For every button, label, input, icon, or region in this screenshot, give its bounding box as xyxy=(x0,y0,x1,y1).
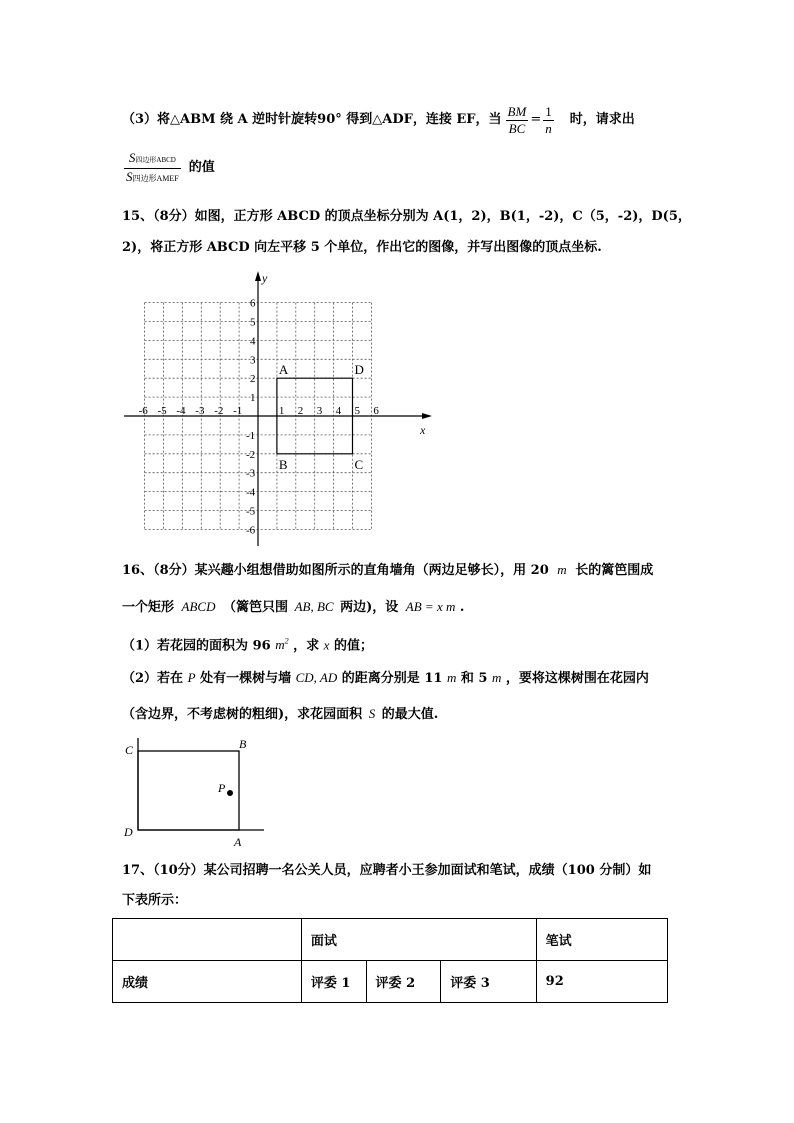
tick-labels xyxy=(139,298,380,537)
var-x: x xyxy=(323,637,330,653)
x-tick-label: -4 xyxy=(176,405,186,417)
x-tick-label: -6 xyxy=(138,405,148,417)
unit-m: m xyxy=(491,670,502,685)
point-p: P xyxy=(187,670,196,685)
area-ratio-fraction xyxy=(124,150,181,187)
x-tick-label: 3 xyxy=(316,405,323,417)
q14-part3-prefix: （3）将△ABM 绕 A 逆时针旋转90° 得到△ADF，连接 EF，当 xyxy=(122,112,502,127)
fraction-denominator: BC xyxy=(508,120,526,136)
q16-line2 xyxy=(122,598,464,617)
area-ratio-line xyxy=(122,148,215,188)
score-table xyxy=(112,918,668,1003)
table-cell-blank xyxy=(113,919,302,961)
q16-part3-text-b: 的最大值. xyxy=(381,707,439,722)
y-axis-label: y xyxy=(262,271,268,285)
fraction-numerator: 1 xyxy=(545,103,552,119)
q16-line1-text-end: 长的篱笆围成 xyxy=(575,563,654,578)
table-row xyxy=(113,919,668,961)
vertex-label-a: A xyxy=(278,362,289,378)
q16-part3 xyxy=(122,705,438,724)
y-tick-label: -5 xyxy=(246,505,256,518)
y-tick-label: -1 xyxy=(246,429,256,442)
bm-bc-fraction xyxy=(506,104,529,137)
y-tick-label: 6 xyxy=(250,297,256,310)
equals-sign: = xyxy=(530,112,542,127)
x-tick-label: -3 xyxy=(195,405,205,417)
table-row xyxy=(113,961,668,1003)
y-tick-label: 3 xyxy=(250,354,256,367)
label-p: P xyxy=(218,781,226,795)
q15-line2: 2)，将正方形 ABCD 向左平移 5 个单位，作出它的图像，并写出图像的顶点坐标. xyxy=(122,240,602,255)
q14-part3-line xyxy=(122,103,635,137)
x-tick-label: 1 xyxy=(278,405,285,417)
sides-ab-bc: AB, BC xyxy=(294,599,334,614)
unit-m: m xyxy=(557,562,567,577)
x-tick-label: 6 xyxy=(373,405,379,417)
q16-part2-text-b: 处有一棵树与墙 xyxy=(200,671,292,686)
y-axis-arrow xyxy=(255,271,261,281)
vertex-label-c: C xyxy=(354,456,364,472)
y-tick-label: -6 xyxy=(246,524,256,537)
q16-part1 xyxy=(122,633,373,655)
q16-line2-period: . xyxy=(459,600,465,615)
q16-part3-text: （含边界，不考虑树的粗细)，求花园面积 xyxy=(122,707,363,722)
fraction-denominator: n xyxy=(545,120,552,136)
garden-corner-figure xyxy=(118,733,278,851)
area-numerator: S四边形ABCD xyxy=(124,150,181,169)
fraction-numerator: BM xyxy=(507,103,527,119)
area-denominator-subscript: 四边形AMEF xyxy=(132,173,179,183)
x-axis-label: x xyxy=(420,423,426,437)
ab-equals-x: AB = x m xyxy=(405,599,456,614)
area-numerator-subscript: 四边形ABCD xyxy=(135,155,176,164)
y-tick-label: -3 xyxy=(246,467,256,480)
q17-line2: 下表所示： xyxy=(122,893,188,908)
x-axis-arrow xyxy=(422,413,432,419)
q16-part2-text-d: 和 5 xyxy=(460,671,488,686)
unit-m-squared: $m^2$ xyxy=(275,637,289,653)
q16-part1-text: （1）若花园的面积为 96 xyxy=(122,638,271,654)
q16-line2-text-c: 两边)，设 xyxy=(340,600,399,615)
table-header-interview: 面试 xyxy=(301,919,536,961)
x-tick-label: -2 xyxy=(214,405,224,417)
tree-point-p xyxy=(227,790,233,796)
table-cell-judge-2: 评委 2 xyxy=(366,961,441,1003)
y-tick-label: 5 xyxy=(250,316,256,329)
q16-line1-text: 16、（8分）某兴趣小组想借助如图所示的直角墙角（两边足够长），用 20 xyxy=(122,563,549,578)
q16-part2-text-c: 的距离分别是 11 xyxy=(341,671,443,686)
q16-part2 xyxy=(122,669,649,688)
x-tick-label: 5 xyxy=(354,405,360,417)
area-denominator: S四边形AMEF xyxy=(126,168,179,184)
q16-line2-text: 一个矩形 xyxy=(122,600,175,615)
table-header-written: 笔试 xyxy=(536,919,667,961)
label-b: B xyxy=(239,737,247,751)
x-tick-label: 4 xyxy=(335,405,342,417)
label-a: A xyxy=(234,835,242,849)
label-c: C xyxy=(125,743,134,757)
y-tick-label: -4 xyxy=(246,486,256,499)
q15-line1: 15、（8分）如图，正方形 ABCD 的顶点坐标分别为 A(1，2)，B(1，-2)，C（5，-2)，D(5， xyxy=(122,209,691,224)
walls-cd-ad: CD, AD xyxy=(295,670,338,685)
unit-m: m xyxy=(446,670,457,685)
q16-line1 xyxy=(122,561,653,580)
vertex-label-d: D xyxy=(354,362,364,378)
q17-line1: 17、（10分）某公司招聘一名公关人员，应聘者小王参加面试和笔试，成绩（100 分制）如 xyxy=(122,863,652,878)
label-d: D xyxy=(124,825,133,839)
var-s: S xyxy=(368,706,376,721)
table-row-label: 成绩 xyxy=(113,961,302,1003)
x-tick-label: -1 xyxy=(233,405,243,417)
y-tick-label: 2 xyxy=(250,373,256,386)
one-over-n-fraction xyxy=(543,104,554,137)
square-abcd xyxy=(277,362,364,472)
q16-part1-text-c: 的值； xyxy=(333,638,373,654)
q14-part3-suffix: 时，请求出 xyxy=(569,112,635,127)
area-ratio-tail: 的值 xyxy=(188,160,215,175)
q16-part2-text: （2）若在 xyxy=(122,671,184,686)
table-cell-judge-1: 评委 1 xyxy=(301,961,366,1003)
y-tick-label: -2 xyxy=(246,448,256,461)
q16-line2-text-b: （篱笆只围 xyxy=(223,600,289,615)
x-tick-label: -5 xyxy=(157,405,167,417)
y-tick-label: 4 xyxy=(250,335,256,348)
table-cell-judge-3: 评委 3 xyxy=(441,961,536,1003)
y-tick-label: 1 xyxy=(250,392,256,405)
vertex-label-b: B xyxy=(278,456,288,472)
rect-abcd: ABCD xyxy=(181,599,216,614)
table-cell-written-score: 92 xyxy=(536,961,667,1003)
q16-part2-text-e: ，要将这棵树围在花园内 xyxy=(505,671,649,686)
x-tick-label: 2 xyxy=(297,405,304,417)
coordinate-grid-figure xyxy=(120,268,440,550)
q16-part1-text-b: ，求 xyxy=(293,638,320,654)
